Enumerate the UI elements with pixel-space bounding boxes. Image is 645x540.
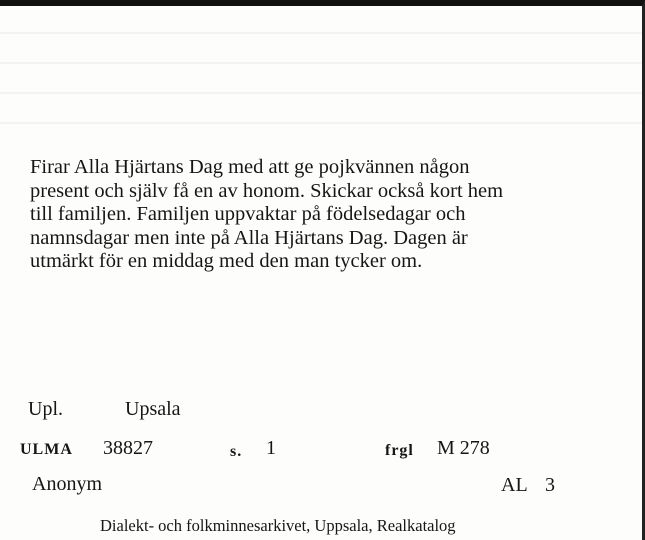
questionnaire-number: M 278 (437, 437, 490, 459)
body-line: till familjen. Familjen uppvaktar på födelsedagar och (30, 203, 466, 225)
body-line: utmärkt för en middag med den man tycker om. (30, 250, 423, 272)
questionnaire-label: frgl (385, 442, 414, 459)
archive-footer: Dialekt- och folkminnesarkivet, Uppsala, Realkatalog (100, 516, 456, 535)
body-line: Firar Alla Hjärtans Dag med att ge pojkvännen någon (30, 156, 470, 178)
sheet-number: 1 (266, 437, 276, 459)
bleed-through-texture (0, 6, 645, 146)
body-line: present och själv få en av honom. Skickar också kort hem (30, 179, 504, 202)
archive-number: 38827 (103, 437, 153, 459)
sheet-label: s. (230, 443, 243, 460)
archive-label: ULMA (20, 441, 73, 458)
category: AL (501, 474, 528, 496)
place: Upsala (125, 398, 181, 420)
card-body-text (30, 156, 620, 274)
province: Upl. (28, 398, 63, 420)
informant: Anonym (32, 473, 102, 495)
category-number: 3 (545, 474, 555, 496)
body-line: namnsdagar men inte på Alla Hjärtans Dag. Dagen är (30, 226, 468, 249)
